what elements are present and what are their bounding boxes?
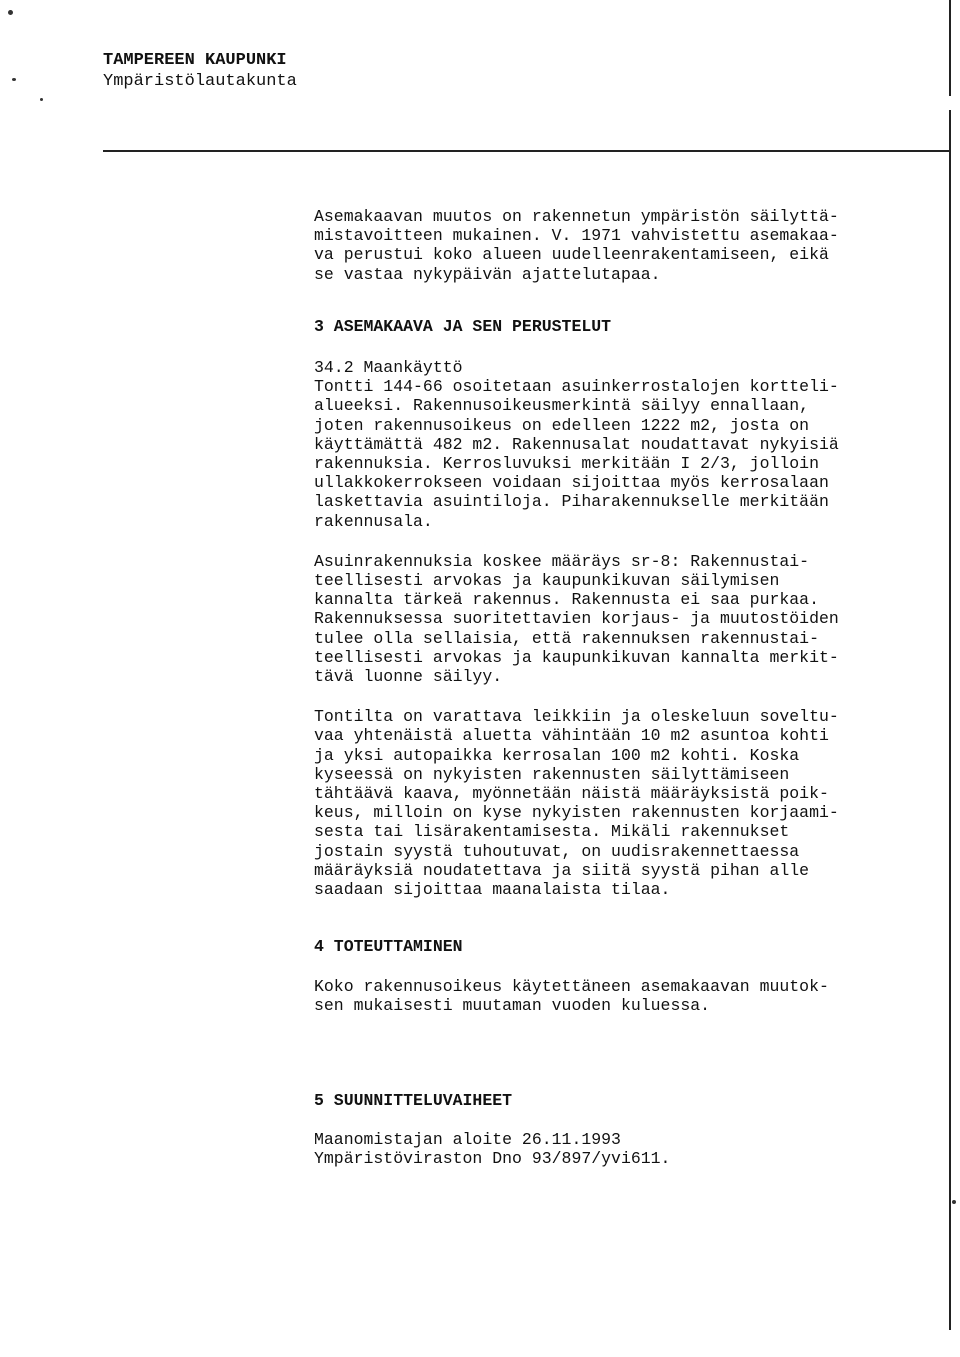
protection-paragraph [314, 552, 944, 686]
department-name: Ympäristölautakunta [103, 72, 297, 91]
text-line: kyseessä on nykyisten rakennusten säilyttämiseen [314, 764, 790, 784]
text-line: sesta tai lisärakentamisesta. Mikäli rakennukset [314, 822, 790, 842]
text-line: saadaan sijoittaa maanalaista tilaa. [314, 880, 671, 900]
intro-paragraph [314, 207, 944, 284]
document-header [103, 50, 297, 92]
text-line: laskettavia asuintiloja. Piharakennukselle merkitään [314, 492, 829, 512]
text-line: keus, milloin on kyse nykyisten rakennusten korjaami- [314, 803, 839, 823]
scan-speck [12, 78, 16, 81]
scan-speck [40, 98, 43, 101]
document-body [314, 207, 944, 1190]
section-3-heading: 3 ASEMAKAAVA JA SEN PERUSTELUT [314, 316, 612, 336]
text-line: teellisesti arvokas ja kaupunkikuvan kannalta merkit- [314, 647, 839, 667]
text-line: ja yksi autopaikka kerrosalan 100 m2 kohti. Koska [314, 745, 800, 765]
text-line: Tontti 144-66 osoitetaan asuinkerrostalojen kortteli- [314, 377, 839, 397]
page-border-top [103, 150, 951, 152]
text-line: se vastaa nykypäivän ajattelutapaa. [314, 264, 661, 284]
page-border-right [949, 110, 951, 1330]
text-line: teellisesti arvokas ja kaupunkikuvan säilymisen [314, 571, 780, 591]
text-line: kannalta tärkeä rakennus. Rakennusta ei saa purkaa. [314, 590, 819, 610]
text-line: vaa yhtenäistä aluetta vähintään 10 m2 asuntoa kohti [314, 726, 829, 746]
text-line: alueeksi. Rakennusoikeusmerkintä säilyy ennallaan, [314, 396, 810, 416]
organization-name: TAMPEREEN KAUPUNKI [103, 51, 287, 70]
implementation-paragraph [314, 977, 944, 1015]
text-line: Rakennuksessa suoritettavien korjaus- ja muutostöiden [314, 609, 839, 629]
text-line: va perustui koko alueen uudelleenrakentamiseen, eikä [314, 245, 829, 265]
text-line: sen mukaisesti muutaman vuoden kuluessa. [314, 995, 711, 1015]
text-line: Tontilta on varattava leikkiin ja oleskeluun soveltu- [314, 707, 839, 727]
section-5-heading: 5 SUUNNITTELUVAIHEET [314, 1090, 513, 1110]
lot-requirements-paragraph [314, 707, 944, 899]
text-line: joten rakennusoikeus on edelleen 1222 m2, josta on [314, 415, 810, 435]
section-4-heading: 4 TOTEUTTAMINEN [314, 937, 463, 957]
scan-speck [8, 10, 13, 15]
text-line: määräyksiä noudatettava ja siitä syystä pihan alle [314, 860, 810, 880]
text-line: Asuinrakennuksia koskee määräys sr-8: Rakennustai- [314, 551, 810, 571]
text-line: Asemakaavan muutos on rakennetun ympäristön säilyttä- [314, 207, 839, 226]
text-line: ullakkokerrokseen voidaan sijoittaa myös kerrosalaan [314, 473, 829, 493]
text-line: Maanomistajan aloite 26.11.1993 [314, 1130, 621, 1150]
page-border-right [949, 0, 951, 96]
text-line: Ympäristöviraston Dno 93/897/yvi611. [314, 1149, 671, 1169]
text-line: tähtäävä kaava, myönnetään näistä määräyksistä poik- [314, 784, 829, 804]
section-subheading: 34.2 Maankäyttö [314, 358, 463, 378]
land-use-paragraph [314, 358, 944, 531]
text-line: Koko rakennusoikeus käytettäneen asemakaavan muutok- [314, 976, 829, 996]
scan-speck [952, 1200, 956, 1204]
text-line: rakennusala. [314, 511, 433, 531]
text-line: käyttämättä 482 m2. Rakennusalat noudattavat nykyisiä [314, 434, 839, 454]
text-line: jostain syystä tuhoutuvat, on uudisrakennettaessa [314, 841, 800, 861]
text-line: mistavoitteen mukainen. V. 1971 vahvistettu asemakaa- [314, 226, 839, 246]
text-line: tulee olla sellaisia, että rakennuksen rakennustai- [314, 628, 819, 648]
text-line: rakennuksia. Kerrosluvuksi merkitään I 2/3, jolloin [314, 454, 819, 474]
text-line: tävä luonne säilyy. [314, 667, 503, 687]
planning-stages-paragraph [314, 1130, 944, 1168]
